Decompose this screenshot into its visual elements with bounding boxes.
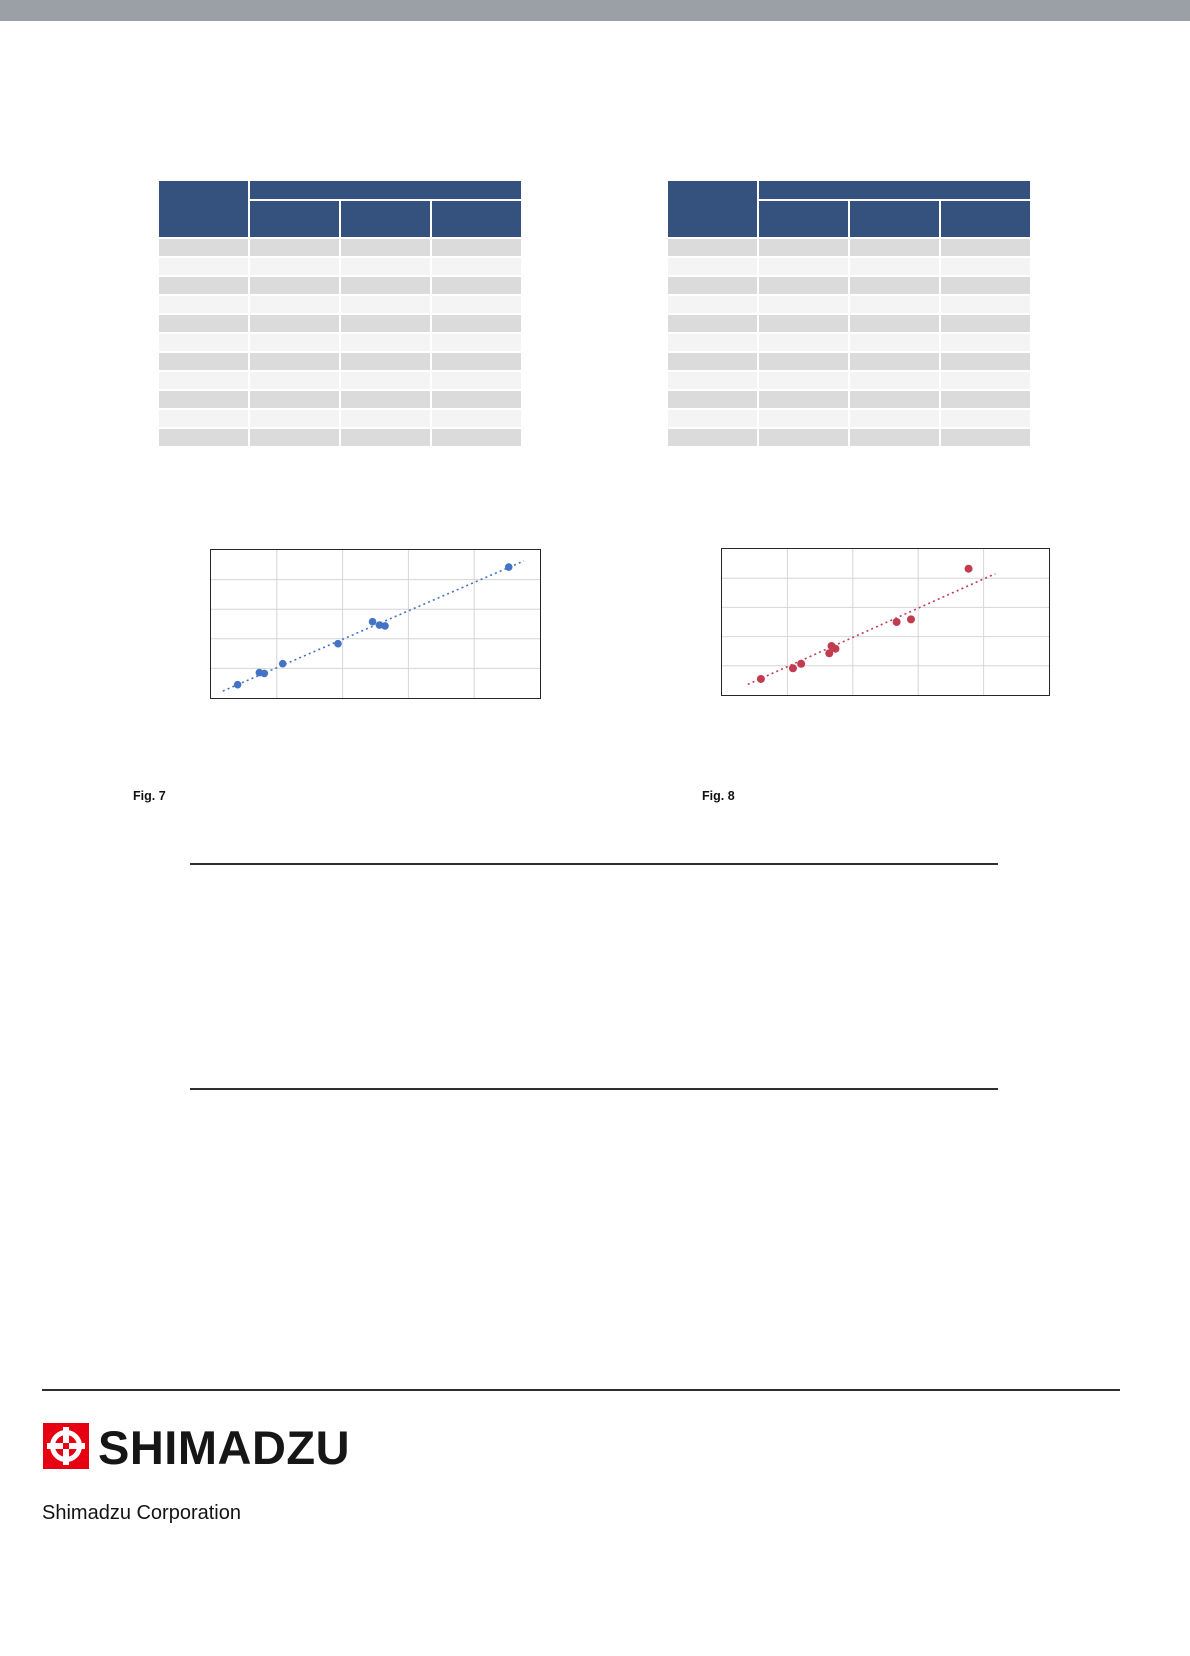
table-row bbox=[159, 239, 521, 256]
table-cell bbox=[250, 410, 339, 427]
data-point bbox=[260, 670, 268, 678]
table-row bbox=[668, 353, 1030, 370]
table-row bbox=[159, 429, 521, 446]
table-cell bbox=[250, 181, 521, 199]
table-cell bbox=[159, 372, 248, 389]
table-cell bbox=[250, 201, 339, 237]
table-cell bbox=[159, 391, 248, 408]
table-row bbox=[159, 277, 521, 294]
right-data-table bbox=[666, 179, 1032, 448]
table-cell bbox=[341, 429, 430, 446]
table-row bbox=[159, 372, 521, 389]
table-row bbox=[668, 296, 1030, 313]
table-cell bbox=[941, 315, 1030, 332]
table-row bbox=[159, 353, 521, 370]
table-cell bbox=[941, 372, 1030, 389]
figure-8-label: Fig. 8 bbox=[702, 789, 735, 803]
table-cell bbox=[341, 410, 430, 427]
table-cell bbox=[341, 372, 430, 389]
table-cell bbox=[159, 315, 248, 332]
table-cell bbox=[850, 391, 939, 408]
table-cell bbox=[941, 353, 1030, 370]
table-cell bbox=[759, 372, 848, 389]
table-row bbox=[668, 391, 1030, 408]
table-cell bbox=[850, 372, 939, 389]
table-cell bbox=[759, 258, 848, 275]
table-row bbox=[159, 334, 521, 351]
divider-upper bbox=[190, 863, 998, 865]
table-cell bbox=[432, 372, 521, 389]
table-cell bbox=[159, 258, 248, 275]
table-cell bbox=[341, 201, 430, 237]
table-cell bbox=[850, 315, 939, 332]
data-point bbox=[797, 660, 805, 668]
table-cell bbox=[941, 277, 1030, 294]
table-cell bbox=[759, 315, 848, 332]
company-name: Shimadzu Corporation bbox=[42, 1502, 241, 1524]
table-cell bbox=[759, 181, 1030, 199]
table-cell bbox=[668, 296, 757, 313]
table-row bbox=[668, 410, 1030, 427]
table-cell bbox=[341, 296, 430, 313]
table-cell bbox=[850, 201, 939, 237]
scatter-chart-left bbox=[210, 549, 541, 699]
top-gray-bar bbox=[0, 0, 1190, 21]
table-cell bbox=[250, 315, 339, 332]
table-row bbox=[159, 391, 521, 408]
table-cell bbox=[941, 239, 1030, 256]
scatter-plot bbox=[722, 549, 1049, 695]
table-cell bbox=[668, 410, 757, 427]
data-point bbox=[381, 622, 389, 630]
table-cell bbox=[941, 296, 1030, 313]
figure-7-label: Fig. 7 bbox=[133, 789, 166, 803]
table-cell bbox=[941, 201, 1030, 237]
table-cell bbox=[432, 296, 521, 313]
table-cell bbox=[850, 353, 939, 370]
data-point bbox=[831, 645, 839, 653]
table-cell bbox=[759, 391, 848, 408]
shimadzu-emblem-icon bbox=[43, 1423, 89, 1469]
table-cell bbox=[941, 391, 1030, 408]
table-cell bbox=[850, 429, 939, 446]
trendline bbox=[748, 574, 996, 685]
table-row bbox=[668, 429, 1030, 446]
table-cell bbox=[432, 239, 521, 256]
data-point bbox=[907, 615, 915, 623]
table-cell bbox=[759, 429, 848, 446]
table-cell bbox=[941, 334, 1030, 351]
table-cell bbox=[668, 391, 757, 408]
table-cell bbox=[341, 315, 430, 332]
table-cell bbox=[250, 296, 339, 313]
table-cell bbox=[759, 277, 848, 294]
table-cell bbox=[759, 201, 848, 237]
table-cell bbox=[941, 429, 1030, 446]
data-point bbox=[234, 681, 242, 689]
table-row bbox=[668, 239, 1030, 256]
table-cell bbox=[850, 239, 939, 256]
divider-lower bbox=[190, 1088, 998, 1090]
table-cell bbox=[668, 258, 757, 275]
data-point bbox=[334, 640, 342, 648]
table-cell bbox=[432, 277, 521, 294]
data-point bbox=[369, 618, 377, 626]
table-row bbox=[668, 372, 1030, 389]
table-row bbox=[159, 315, 521, 332]
data-point bbox=[757, 675, 765, 683]
table-cell bbox=[941, 410, 1030, 427]
scatter-chart-right bbox=[721, 548, 1050, 696]
table-cell bbox=[432, 353, 521, 370]
data-point bbox=[965, 565, 973, 573]
table-cell bbox=[668, 315, 757, 332]
table-cell bbox=[668, 429, 757, 446]
table-cell bbox=[759, 334, 848, 351]
left-data-table bbox=[157, 179, 523, 448]
table-cell bbox=[159, 410, 248, 427]
table-cell bbox=[159, 353, 248, 370]
table-row bbox=[668, 277, 1030, 294]
data-point bbox=[893, 618, 901, 626]
table-row bbox=[159, 296, 521, 313]
table-cell bbox=[850, 410, 939, 427]
table-cell bbox=[941, 258, 1030, 275]
data-point bbox=[789, 664, 797, 672]
table-cell bbox=[432, 315, 521, 332]
table-cell bbox=[250, 334, 339, 351]
footer-divider bbox=[42, 1389, 1120, 1391]
table-cell bbox=[250, 353, 339, 370]
table-cell bbox=[341, 277, 430, 294]
table-cell bbox=[759, 239, 848, 256]
table-cell bbox=[668, 181, 757, 237]
table-cell bbox=[850, 258, 939, 275]
table-cell bbox=[432, 429, 521, 446]
trendline bbox=[223, 561, 524, 691]
table-row bbox=[668, 315, 1030, 332]
table-cell bbox=[759, 296, 848, 313]
shimadzu-logo bbox=[43, 1420, 351, 1474]
data-point bbox=[505, 563, 513, 571]
table-row bbox=[159, 410, 521, 427]
data-point bbox=[279, 660, 287, 668]
table-cell bbox=[250, 391, 339, 408]
table-cell bbox=[759, 410, 848, 427]
table-cell bbox=[159, 334, 248, 351]
table-cell bbox=[159, 296, 248, 313]
table-cell bbox=[668, 353, 757, 370]
table-cell bbox=[432, 201, 521, 237]
table-cell bbox=[341, 258, 430, 275]
table-cell bbox=[250, 239, 339, 256]
table-cell bbox=[432, 334, 521, 351]
table-cell bbox=[668, 239, 757, 256]
table-cell bbox=[850, 296, 939, 313]
table-cell bbox=[159, 181, 248, 237]
table-cell bbox=[759, 353, 848, 370]
table-cell bbox=[668, 334, 757, 351]
table-cell bbox=[432, 410, 521, 427]
table-cell bbox=[668, 372, 757, 389]
table-cell bbox=[850, 334, 939, 351]
table-cell bbox=[432, 391, 521, 408]
table-cell bbox=[850, 277, 939, 294]
table-cell bbox=[432, 258, 521, 275]
table-cell bbox=[341, 334, 430, 351]
table-cell bbox=[341, 391, 430, 408]
table-cell bbox=[159, 277, 248, 294]
table-row bbox=[159, 258, 521, 275]
table-cell bbox=[159, 239, 248, 256]
table-cell bbox=[250, 429, 339, 446]
table-cell bbox=[668, 277, 757, 294]
table-cell bbox=[250, 372, 339, 389]
table-cell bbox=[341, 239, 430, 256]
shimadzu-wordmark: SHIMADZU bbox=[98, 1420, 351, 1474]
scatter-plot bbox=[211, 550, 540, 698]
table-cell bbox=[159, 429, 248, 446]
table-cell bbox=[250, 277, 339, 294]
table-row bbox=[668, 334, 1030, 351]
table-cell bbox=[250, 258, 339, 275]
table-cell bbox=[341, 353, 430, 370]
table-row bbox=[668, 258, 1030, 275]
